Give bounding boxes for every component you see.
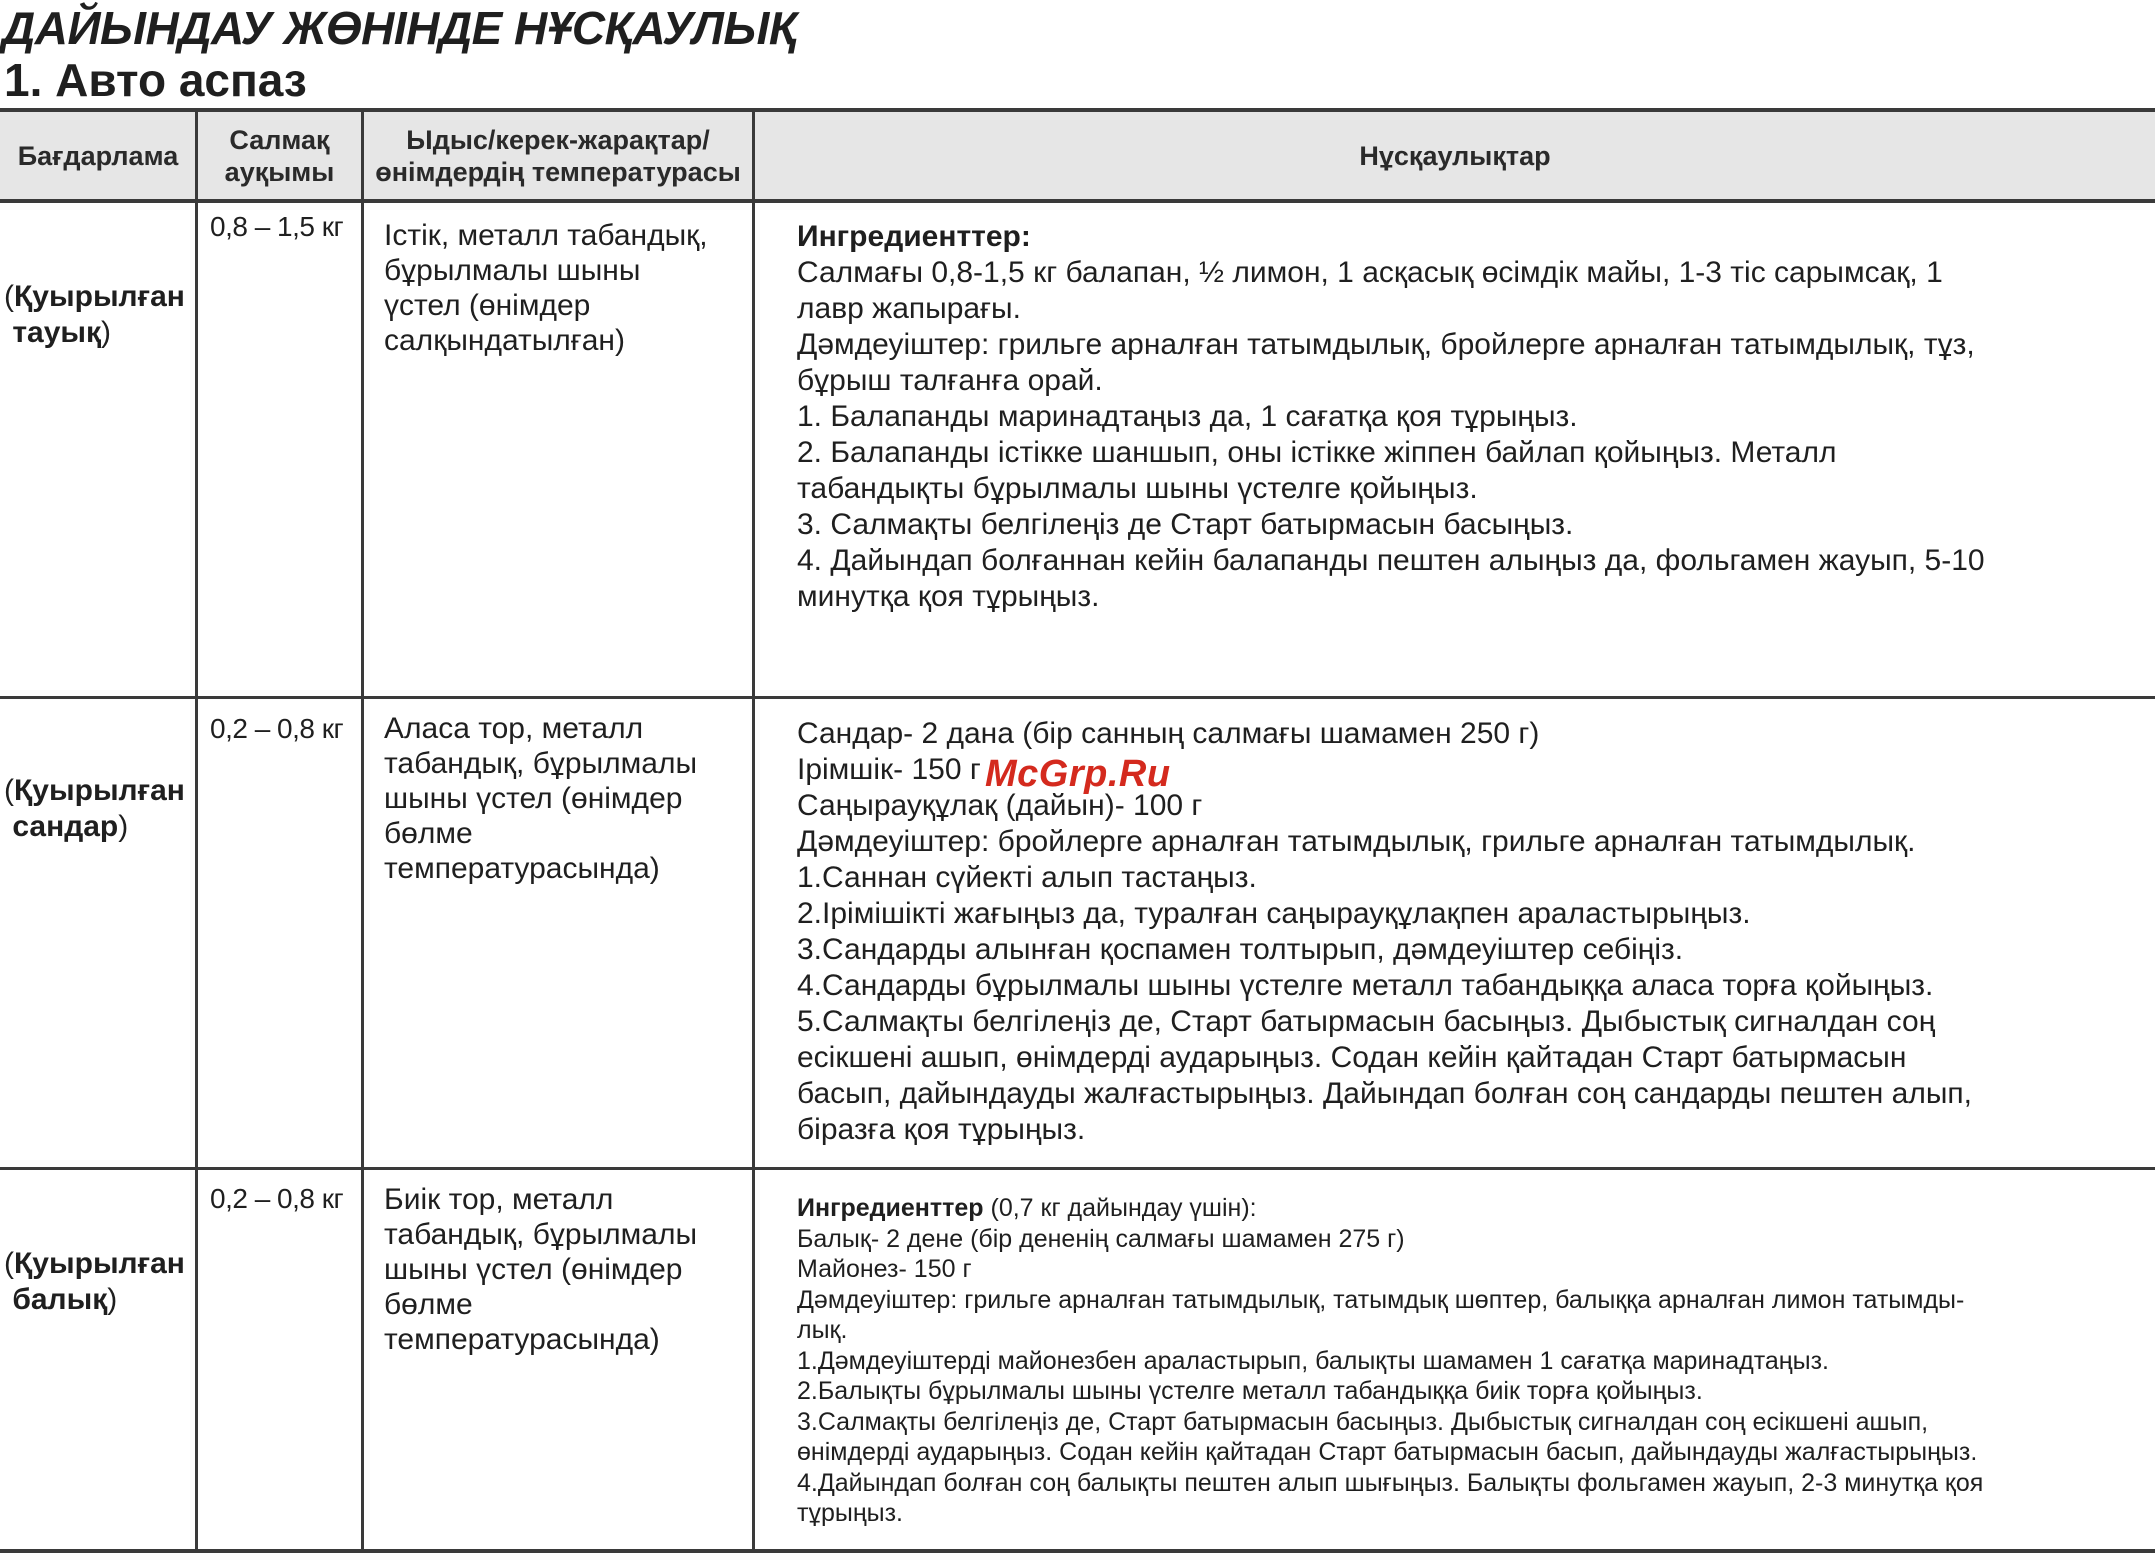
column-divider-2 (361, 108, 364, 1553)
table-bottom-rule (0, 1549, 2155, 1553)
row-3-instructions: Ингредиенттер (0,7 кг дайындау үшін): Балық- 2 дене (бір дененің салмағы шамамен 275 г) Майонез- 150 г Дәмдеуіштер: грильге арналған татымдылық, татымдық шөптер, балыққа арналған лимон татымды- лық. 1.Дәмдеуіштерді майонезбен араластырып, балықты шамамен 1 сағатқа маринадтаңыз. 2.Балықты бұрылмалы шыны үстелге металл табандыққа биік торға қойыңыз. 3.Салмақты белгілеңіз де, Старт батырмасын басыңыз. Дыбыстық сигналдан соң есікшені ашып, өнімдерді аударыңыз. Содан кейін қайтадан Старт батырмасын басып, дайындауды жалғастырыңыз. 4.Дайындап болған соң балықты пештен алып шығыңыз. Балықты фольгамен жауып, 2-3 минутқа қоя тұрыңыз. (797, 1194, 1984, 1527)
header-program: Бағдарлама (17, 140, 179, 171)
row-1-instructions: Ингредиенттер: Салмағы 0,8-1,5 кг балапан, ½ лимон, 1 асқасық өсімдік майы, 1-3 тіс сарымсақ, 1 лавр жапырағы. Дәмдеуіштер: грильге арналған татымдылық, бройлерге арналған татымдылық, тұз, бұрыш талғанға орай. 1. Балапанды маринадтаңыз да, 1 сағатқа қоя тұрыңыз. 2. Балапанды істікке шаншып, оны істікке жіппен байлап қойыңыз. Металл табандықты бұрылмалы шыны үстелге қойыңыз. 3. Салмақты белгілеңіз де Старт батырмасын басыңыз. 4. Дайындап болғаннан кейін балапанды пештен алыңыз да, фольгамен жауып, 5-10 минутқа қоя тұрыңыз. (797, 220, 1985, 613)
row-1-bottom-rule (0, 696, 2155, 699)
row-1-weight: 0,8 – 1,5 кг (210, 211, 344, 242)
row-2-program: (Қуырылған сандар) (4, 774, 185, 843)
row-3-tools: Биік тор, металл табандық, бұрылмалы шыны үстел (өнімдер бөлме температурасында) (384, 1183, 698, 1356)
row-3-weight: 0,2 – 0,8 кг (210, 1183, 344, 1214)
row-2-instructions: Сандар- 2 дана (бір санның салмағы шамамен 250 г) Ірімшік- 150 г Саңырауқұлақ (дайын)- 100 г Дәмдеуіштер: бройлерге арналған татымдылық, грильге арналған татымдылық. 1.Саннан сүйекті алып тастаңыз. 2.Ірімішікті жағыңыз да, туралған саңырауқұлақпен араластырыңыз. 3.Сандарды алынған қоспамен толтырып, дәмдеуіштер себіңіз. 4.Сандарды бұрылмалы шыны үстелге металл табандыққа аласа торға қойыңыз. 5.Салмақты белгілеңіз де, Старт батырмасын басыңыз. Дыбыстық сигналдан соң есікшені ашып, өнімдерді аударыңыз. Содан кейін қайтадан Старт батырмасын басып, дайындауды жалғастырыңыз. Дайындап болған соң сандарды пештен алып, біразға қоя тұрыңыз. (797, 717, 1972, 1146)
page-title: ДАЙЫНДАУ ЖӨНІНДЕ НҰСҚАУЛЫҚ (2, 2, 797, 54)
row-2-weight: 0,2 – 0,8 кг (210, 713, 344, 744)
watermark-logo: McGrp.Ru (985, 753, 1171, 795)
header-tools: Ыдыс/керек-жарақтар/ өнімдердің температурасы (375, 124, 741, 187)
row-1-program: (Қуырылған тауық) (4, 280, 185, 349)
row-2-tools: Аласа тор, металл табандық, бұрылмалы шыны үстел (өнімдер бөлме температурасында) (384, 712, 698, 885)
header-weight: Салмақ ауқымы (224, 124, 335, 187)
cooking-table (0, 108, 2155, 1553)
row-3-program: (Қуырылған балық) (4, 1247, 185, 1316)
section-title: 1. Авто аспаз (4, 54, 307, 106)
header-bottom-rule (0, 199, 2155, 203)
row-2-bottom-rule (0, 1167, 2155, 1170)
header-instructions: Нұсқаулықтар (1359, 140, 1551, 171)
column-divider-3 (752, 108, 755, 1553)
column-divider-1 (195, 108, 198, 1553)
row-1-tools: Істік, металл табандық, бұрылмалы шыны үстел (өнімдер салқындатылған) (384, 219, 708, 357)
